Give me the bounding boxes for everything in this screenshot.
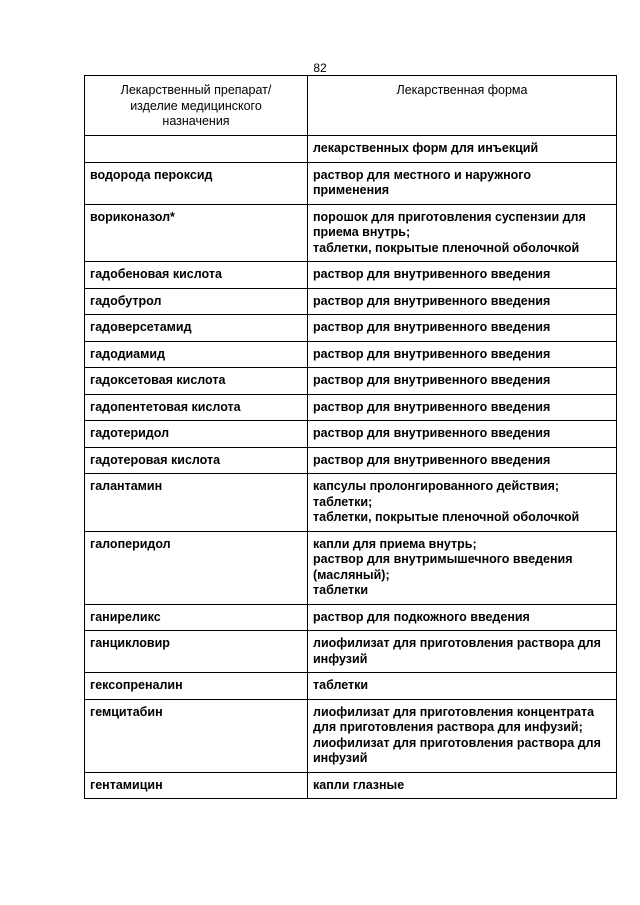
header-drug-line: изделие медицинского (130, 98, 262, 113)
dosage-form-line: таблетки, покрытые пленочной оболочкой (313, 510, 580, 524)
dosage-form-line: инфузий (313, 751, 368, 765)
dosage-form-cell (308, 447, 617, 474)
dosage-form-line: капли глазные (313, 777, 405, 792)
page-number: 82 (313, 61, 327, 75)
dosage-form-line: (масляный); (313, 567, 390, 582)
table-row (85, 162, 617, 204)
drug-name-cell: гентамицин (85, 772, 308, 799)
dosage-form-cell (308, 421, 617, 448)
table-row (85, 394, 617, 421)
dosage-form-line: приема внутрь; (313, 225, 411, 239)
drug-name-cell: гадопентетовая кислота (85, 394, 308, 421)
drug-name-cell: гадотеровая кислота (85, 447, 308, 474)
table-row (85, 136, 617, 163)
drug-name-cell: гадодиамид (85, 341, 308, 368)
dosage-form-cell (308, 631, 617, 673)
dosage-form-line: раствор для внутривенного введения (313, 452, 551, 467)
dosage-form-line: применения (313, 183, 390, 197)
table-row (85, 699, 617, 772)
drug-name-cell: гадобеновая кислота (85, 262, 308, 289)
drug-name-cell: вориконазол* (85, 204, 308, 262)
drug-name-cell: гадобутрол (85, 288, 308, 315)
dosage-form-cell (308, 262, 617, 289)
dosage-form-cell (308, 673, 617, 700)
table-row (85, 604, 617, 631)
table-row (85, 288, 617, 315)
dosage-form-line: таблетки; (313, 494, 373, 509)
table-row (85, 474, 617, 532)
dosage-form-line: раствор для подкожного введения (313, 609, 530, 624)
table-row (85, 421, 617, 448)
dosage-form-cell (308, 204, 617, 262)
dosage-form-line: порошок для приготовления суспензии для (313, 209, 586, 224)
dosage-form-line: таблетки (313, 678, 369, 692)
drug-table (84, 75, 617, 799)
header-drug (85, 76, 308, 136)
table-row (85, 368, 617, 395)
dosage-form-line: капсулы пролонгированного действия; (313, 479, 560, 493)
drug-name-cell: ганиреликс (85, 604, 308, 631)
drug-name-cell: водорода пероксид (85, 162, 308, 204)
table-row (85, 631, 617, 673)
dosage-form-line: инфузий (313, 651, 368, 666)
dosage-form-line: раствор для внутривенного введения (313, 373, 551, 387)
drug-name-cell: гемцитабин (85, 699, 308, 772)
dosage-form-line: раствор для внутримышечного введения (313, 552, 573, 566)
dosage-form-cell (308, 341, 617, 368)
dosage-form-line: для приготовления раствора для инфузий; (313, 720, 583, 734)
drug-name-cell: галантамин (85, 474, 308, 532)
header-drug-line: назначения (162, 114, 230, 128)
dosage-form-cell (308, 531, 617, 604)
dosage-form-cell (308, 772, 617, 799)
dosage-form-cell (308, 699, 617, 772)
dosage-form-line: раствор для внутривенного введения (313, 293, 551, 308)
dosage-form-line: раствор для внутривенного введения (313, 346, 551, 361)
dosage-form-line: таблетки (313, 583, 369, 597)
dosage-form-cell (308, 162, 617, 204)
drug-name-cell: гадоксетовая кислота (85, 368, 308, 395)
drug-name-cell: галоперидол (85, 531, 308, 604)
table-row (85, 772, 617, 799)
dosage-form-line: лиофилизат для приготовления концентрата (313, 704, 595, 719)
dosage-form-line: раствор для внутривенного введения (313, 426, 551, 440)
dosage-form-line: таблетки, покрытые пленочной оболочкой (313, 240, 580, 255)
table-row (85, 447, 617, 474)
dosage-form-line: раствор для внутривенного введения (313, 267, 551, 281)
table-row (85, 262, 617, 289)
dosage-form-line: лекарственных форм для инъекций (313, 141, 539, 155)
dosage-form-cell (308, 394, 617, 421)
dosage-form-line: раствор для местного и наружного (313, 167, 531, 182)
dosage-form-line: раствор для внутривенного введения (313, 320, 551, 334)
drug-name-cell (85, 136, 308, 163)
table-row (85, 204, 617, 262)
header-drug-line: Лекарственный препарат/ (120, 83, 272, 97)
drug-name-cell: гадоверсетамид (85, 315, 308, 342)
drug-name-cell: гексопреналин (85, 673, 308, 700)
table-row (85, 673, 617, 700)
dosage-form-line: капли для приема внутрь; (313, 536, 477, 551)
table-row (85, 531, 617, 604)
dosage-form-cell (308, 315, 617, 342)
table-header-row (85, 76, 617, 136)
dosage-form-cell (308, 368, 617, 395)
dosage-form-line: раствор для внутривенного введения (313, 399, 551, 414)
header-form-line: Лекарственная форма (396, 83, 528, 97)
drug-name-cell: ганцикловир (85, 631, 308, 673)
dosage-form-line: лиофилизат для приготовления раствора для (313, 636, 601, 650)
table-row (85, 341, 617, 368)
dosage-form-cell (308, 474, 617, 532)
drug-name-cell: гадотеридол (85, 421, 308, 448)
dosage-form-cell (308, 288, 617, 315)
table-row (85, 315, 617, 342)
dosage-form-cell (308, 136, 617, 163)
dosage-form-line: лиофилизат для приготовления раствора для (313, 735, 601, 750)
header-form (308, 76, 617, 136)
dosage-form-cell (308, 604, 617, 631)
